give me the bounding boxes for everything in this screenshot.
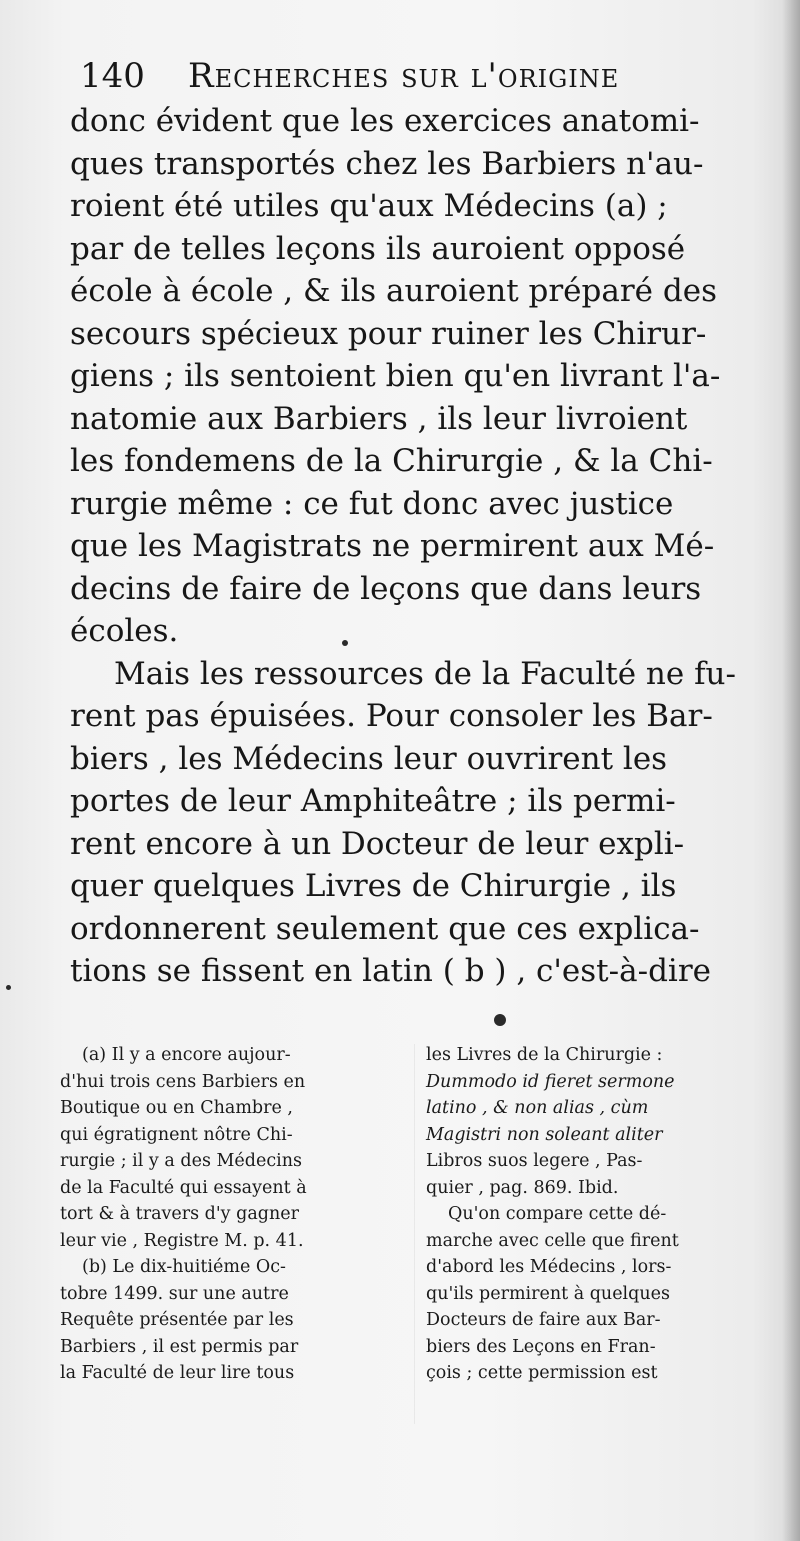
footnote-line: çois ; cette permission est: [426, 1363, 658, 1383]
footnote-line: marche avec celle que firent: [426, 1230, 679, 1251]
footnote-line: de la Faculté qui essayent à: [60, 1177, 307, 1198]
page-number: 140: [80, 56, 145, 96]
text-line: decins de faire de leçons que dans leurs: [70, 570, 702, 607]
text-line: rent encore à un Docteur de leur expli-: [70, 825, 685, 862]
footnote-line: Requête présentée par les: [60, 1310, 294, 1330]
footnote-line: (b) Le dix-huitiéme Oc-: [82, 1257, 286, 1277]
footnote-line: (a) Il y a encore aujour-: [82, 1045, 291, 1065]
footnote-line: tort & à travers d'y gagner: [60, 1204, 299, 1224]
text-line: natomie aux Barbiers , ils leur livroient: [70, 400, 688, 437]
footnote-line: les Livres de la Chirurgie :: [426, 1045, 663, 1065]
footnote-line: biers des Leçons en Fran-: [426, 1336, 656, 1357]
footnote-line: Magistri non soleant aliter: [426, 1124, 663, 1145]
footnote-line: leur vie , Registre M. p. 41.: [60, 1230, 304, 1251]
ink-speck: [494, 1014, 506, 1026]
text-line: par de telles leçons ils auroient opposé: [70, 230, 686, 267]
footnote-line: Boutique ou en Chambre ,: [60, 1098, 293, 1118]
footnote-line: rurgie ; il y a des Médecins: [60, 1151, 302, 1171]
footnotes-left-column: [60, 1042, 405, 1387]
text-line: que les Magistrats ne permirent aux Mé-: [70, 528, 715, 564]
text-line-paragraph-start: Mais les ressources de la Faculté ne fu-: [114, 655, 736, 692]
text-line: biers , les Médecins leur ouvrirent les: [70, 740, 668, 777]
footnote-line: Qu'on compare cette dé-: [448, 1204, 667, 1224]
text-line: rent pas épuisées. Pour consoler les Bar-: [70, 698, 713, 734]
footnote-line: quier , pag. 869. Ibid.: [426, 1177, 619, 1198]
footnote-line: tobre 1499. sur une autre: [60, 1283, 289, 1304]
footnote-column-gutter: [414, 1044, 415, 1424]
footnote-line: d'abord les Médecins , lors-: [426, 1257, 672, 1277]
text-line: roient été utiles qu'aux Médecins (a) ;: [70, 188, 668, 224]
text-line: les fondemens de la Chirurgie , & la Chi-: [70, 443, 713, 479]
footnote-line: latino , & non alias , cùm: [426, 1098, 649, 1118]
text-line: ordonnerent seulement que ces explica-: [70, 910, 700, 947]
footnotes-right-column: [426, 1042, 764, 1387]
footnote-line: Docteurs de faire aux Bar-: [426, 1310, 661, 1330]
text-line: portes de leur Amphiteâtre ; ils permi-: [70, 783, 676, 819]
text-line: quer quelques Livres de Chirurgie , ils: [70, 868, 677, 904]
footnote-line: la Faculté de leur lire tous: [60, 1363, 295, 1383]
ink-speck: [342, 640, 348, 646]
text-line: ques transportés chez les Barbiers n'au-: [70, 145, 704, 182]
running-title: Recherches sur l'origine: [188, 56, 620, 96]
text-line: giens ; ils sentoient bien qu'en livrant l'a-: [70, 358, 721, 394]
main-text: [70, 100, 760, 993]
text-line: tions se fissent en latin ( b ) , c'est-à-dire: [70, 953, 711, 989]
text-line: secours spécieux pour ruiner les Chirur-: [70, 315, 707, 352]
footnote-line: d'hui trois cens Barbiers en: [60, 1071, 306, 1092]
ink-speck: [6, 985, 11, 990]
page-edge-shadow: [782, 0, 800, 1541]
footnote-line: qu'ils permirent à quelques: [426, 1283, 670, 1304]
text-line: école à école , & ils auroient préparé des: [70, 273, 717, 309]
text-line: écoles.: [70, 613, 179, 649]
text-line: donc évident que les exercices anatomi-: [70, 103, 700, 139]
running-head: [80, 54, 720, 100]
footnote-line: qui égratignent nôtre Chi-: [60, 1124, 293, 1145]
footnote-line: Barbiers , il est permis par: [60, 1336, 299, 1357]
footnote-line: Dummodo id fieret sermone: [426, 1071, 675, 1092]
text-line: rurgie même : ce fut donc avec justice: [70, 485, 674, 522]
footnote-line: Libros suos legere , Pas-: [426, 1151, 643, 1171]
